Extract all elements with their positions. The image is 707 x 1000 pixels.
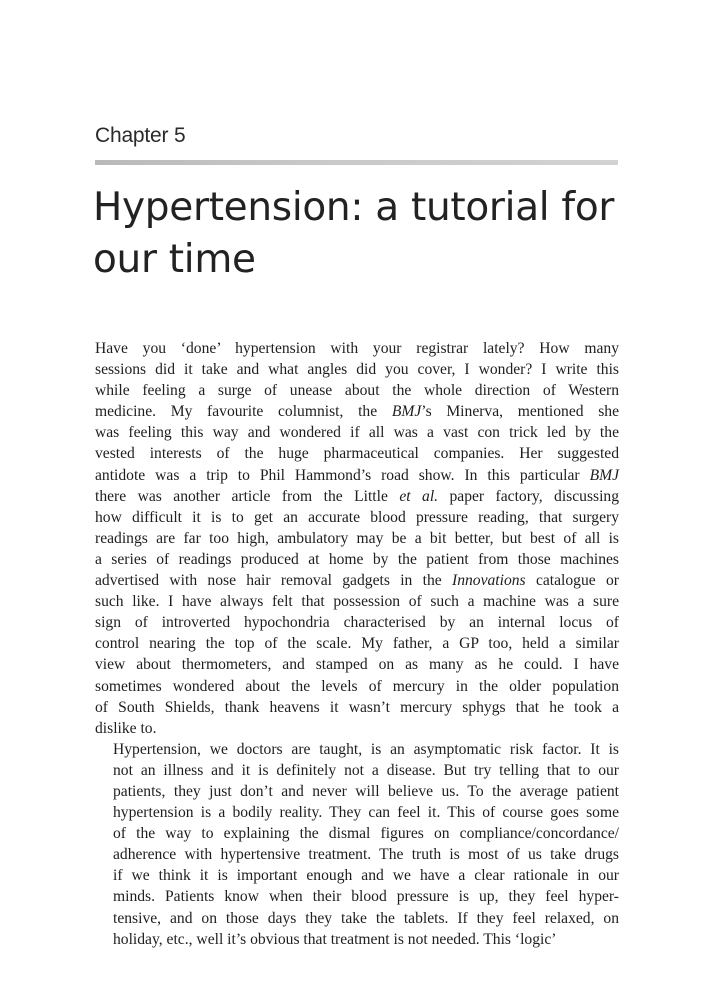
text-line: patients, they just don’t and never will believe us. To the average patient <box>113 782 619 800</box>
paragraph-1 <box>95 338 619 739</box>
text-line: of the way to explaining the dismal figures on compliance/concordance/ <box>113 825 619 843</box>
paragraph-2 <box>95 739 619 950</box>
text-line: sign of introverted hypochondria characterised by an internal locus of <box>95 614 619 632</box>
text-line: Hypertension, we doctors are taught, is an asymptomatic risk factor. It is <box>113 740 619 758</box>
text-line: if we think it is important enough and we have a clear rationale in our <box>113 867 619 885</box>
text-line: of South Shields, thank heavens it wasn’t mercury sphygs that he took a <box>95 698 619 716</box>
text-line: minds. Patients know when their blood pressure is up, they feel hyper- <box>113 888 619 906</box>
chapter-title-line-1: Hypertension: a tutorial for <box>93 185 615 230</box>
text-line: holiday, etc., well it’s obvious that treatment is not needed. This ‘logic’ <box>113 930 557 948</box>
text-line: Have you ‘done’ hypertension with your registrar lately? How many <box>95 340 619 357</box>
chapter-rule <box>95 160 618 165</box>
text-line: sometimes wondered about the levels of mercury in the older population <box>95 677 619 695</box>
text-line: vested interests of the huge pharmaceutical companies. Her suggested <box>95 445 619 463</box>
text-line: advertised with nose hair removal gadgets in the Innovations catalogue or <box>95 572 619 590</box>
chapter-title <box>93 182 633 286</box>
text-line: antidote was a trip to Phil Hammond’s road show. In this particular BMJ <box>95 466 619 484</box>
text-line: how difficult it is to get an accurate blood pressure reading, that surgery <box>95 508 619 526</box>
text-line: dislike to. <box>95 719 157 737</box>
chapter-title-line-2: our time <box>93 237 256 282</box>
text-line: hypertension is a bodily reality. They can feel it. This of course goes some <box>113 804 619 822</box>
text-line: while feeling a surge of unease about the whole direction of Western <box>95 382 619 400</box>
text-line: adherence with hypertensive treatment. The truth is most of us take drugs <box>113 846 619 864</box>
text-line: control nearing the top of the scale. My father, a GP too, held a similar <box>95 635 619 653</box>
text-line: sessions did it take and what angles did you cover, I wonder? I write this <box>95 361 619 379</box>
text-line: view about thermometers, and stamped on as many as he could. I have <box>95 656 619 674</box>
text-line: there was another article from the Little et al. paper factory, discussing <box>95 487 620 505</box>
text-line: a series of readings produced at home by the patient from those machines <box>95 550 619 568</box>
text-line: not an illness and it is definitely not a disease. But try telling that to our <box>113 761 619 779</box>
body-text <box>95 338 619 950</box>
chapter-label: Chapter 5 <box>95 124 186 147</box>
text-line: readings are far too high, ambulatory may be a bit better, but best of all is <box>95 529 619 547</box>
text-line: medicine. My favourite columnist, the BMJ’s Minerva, mentioned she <box>95 403 619 421</box>
text-line: tensive, and on those days they take the tablets. If they feel relaxed, on <box>113 909 619 927</box>
text-line: was feeling this way and wondered if all was a vast con trick led by the <box>95 424 619 442</box>
text-line: such like. I have always felt that possession of such a machine was a sure <box>95 593 619 611</box>
